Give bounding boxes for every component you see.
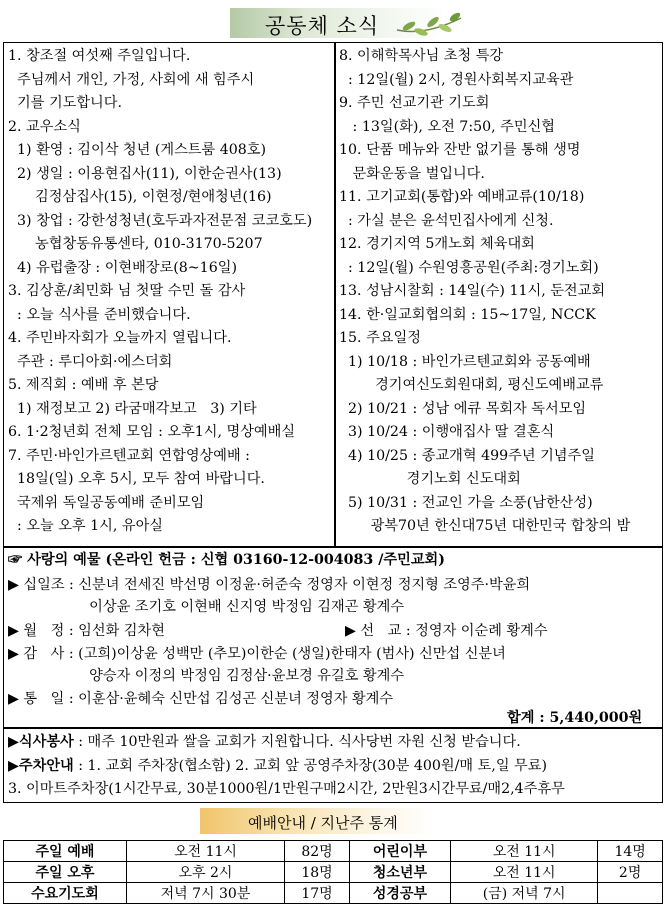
table-cell: 18명 (285, 862, 350, 883)
table-cell: 오후 2시 (126, 862, 284, 883)
left-news-line: 7. 주민·바인가르텐교회 연합영상예배 : (8, 447, 250, 464)
table-cell: 청소년부 (349, 862, 450, 883)
table-cell: 오전 11시 (451, 841, 598, 862)
left-news-line: 2) 생일 : 이용현집사(11), 이한순권사(13) (8, 165, 282, 182)
left-news-line: 1) 재정보고 2) 라굼매각보고 3) 기타 (8, 400, 257, 417)
left-news-line: 4) 유럽출장 : 이현배장로(8~16일) (8, 259, 237, 276)
news-box (3, 42, 663, 803)
left-news-line: 6. 1·2청년회 전체 모임 : 오후1시, 명상예배실 (8, 424, 296, 440)
stats-heading: 예배안내 / 지난주 통계 (248, 814, 398, 832)
table-cell: 어린이부 (349, 841, 450, 862)
notice-divider (4, 727, 662, 729)
offering-line: ▶ 십일조 : 신분녀 전세진 박선명 이정윤·허준숙 정영자 이현정 정지형 조영주·박윤희 (8, 577, 531, 593)
table-cell: 82명 (285, 841, 350, 862)
left-news-line: 3) 창업 : 강한성청년(호두과자전문점 코코호도) (8, 212, 313, 229)
table-row (4, 862, 663, 883)
leaf-decoration-icon (395, 8, 465, 38)
left-news-line: 기를 기도합니다. (8, 95, 122, 111)
table-row (4, 883, 663, 904)
right-news-line: 경기노회 신도대회 (339, 471, 521, 487)
left-news-line: 2. 교우소식 (8, 118, 81, 135)
page-header (0, 4, 666, 44)
right-news-line: 9. 주민 선교기관 기도회 (339, 95, 490, 111)
left-news-line: 4. 주민바자회가 오늘까지 열립니다. (8, 330, 232, 346)
right-news-line: 2) 10/21 : 성남 에큐 목회자 독서모임 (339, 400, 587, 417)
table-row (4, 841, 663, 862)
right-news-line: : 12일(월) 수원영흥공원(주최:경기노회) (339, 259, 599, 276)
parking-notice-label: ▶주차안내 (8, 758, 74, 774)
right-news-line: 경기여신도회원대회, 평신도예배교류 (339, 377, 604, 393)
right-news-line: 광복70년 한신대75년 대한민국 합창의 밤 (339, 518, 631, 534)
table-cell: (금) 저녁 7시 (451, 883, 598, 904)
left-news-line: 18일(일) 오후 5시, 모두 참여 바랍니다. (8, 471, 265, 487)
page-title: 공동체 소식 (265, 14, 380, 38)
left-news-line: 1. 창조절 여섯째 주일입니다. (8, 48, 191, 64)
right-news-line: 8. 이해학목사님 초청 특강 (339, 48, 504, 64)
right-news-line: 1) 10/18 : 바인가르텐교회와 공동예배 (339, 353, 591, 370)
right-news-line: 5) 10/31 : 전교인 가을 소풍(남한산성) (339, 494, 593, 511)
meal-notice-text: : 매주 10만원과 쌀을 교회가 지원합니다. 식사당번 자원 신청 받습니다. (73, 734, 521, 750)
offering-line: 양승자 이정의 박정임 김정삼·윤보경 유길호 황계수 (8, 668, 405, 684)
table-cell: 성경공부 (349, 883, 450, 904)
offering-line: ▶ 월 정 : 임선화 김차현 (8, 623, 165, 639)
right-news-line: 3) 10/24 : 이행애집사 딸 결혼식 (339, 424, 555, 440)
meal-notice-label: ▶식사봉사 (8, 734, 74, 750)
offering-total: 합계 : 5,440,000원 (507, 710, 643, 726)
right-news-line: : 가실 분은 윤석민집사에게 신청. (339, 212, 554, 229)
offering-line: ▶ 감 사 : (고희)이상윤 성백만 (추모)이한순 (생일)한태자 (범사) 신만섭 신분녀 (8, 646, 506, 662)
table-cell (598, 883, 663, 904)
offering-divider (4, 546, 662, 548)
right-news-line: : 12일(월) 2시, 경원사회복지교육관 (339, 71, 574, 88)
left-news-line: 1) 환영 : 김이삭 청년 (게스트룸 408호) (8, 142, 267, 158)
offering-line: ▶ 선 교 : 정영자 이순례 황계수 (345, 623, 548, 639)
table-cell: 수요기도회 (4, 883, 127, 904)
right-news-line: 10. 단품 메뉴와 잔반 없기를 통해 생명 (339, 142, 581, 158)
offering-heading: ☞ 사랑의 예물 (온라인 헌금 : 신협 03160-12-004083 /주민교회) (8, 552, 445, 568)
right-news-line: 14. 한·일교회협의회 : 15~17일, NCCK (339, 306, 596, 323)
left-news-line: 김정삼집사(15), 이현정/현애청년(16) (8, 189, 272, 205)
left-news-line: 주님께서 개인, 가정, 사회에 새 힘주시 (8, 71, 255, 88)
worship-stats-table (3, 840, 663, 904)
left-news-line: 농협창동유통센타, 010-3170-5207 (8, 236, 263, 252)
table-cell: 주일 오후 (4, 862, 127, 883)
table-cell: 17명 (285, 883, 350, 904)
table-cell: 2명 (598, 862, 663, 883)
right-news-line: 12. 경기지역 5개노회 체육대회 (339, 236, 535, 252)
right-news-line: 15. 주요일정 (339, 330, 421, 346)
left-news-line: 3. 김상훈/최민화 님 첫딸 수민 돌 감사 (8, 283, 246, 299)
right-news-line: : 13일(화), 오전 7:50, 주민신협 (339, 118, 555, 135)
table-cell: 오전 11시 (126, 841, 284, 862)
right-news-line: 11. 고기교회(통합)와 예배교류(10/18) (339, 189, 585, 205)
offering-line: 이상윤 조기호 이현배 신지영 박정임 김재곤 황계수 (8, 599, 405, 615)
parking-notice-text: : 1. 교회 주차장(협소함) 2. 교회 앞 공영주차장(30분 400원/매 토,일 무료) (73, 758, 547, 774)
right-news-line: 4) 10/25 : 종교개혁 499주년 기념주일 (339, 447, 595, 464)
offering-line: ▶ 통 일 : 이훈삼·윤혜숙 신만섭 김성곤 신분녀 정영자 황계수 (8, 691, 394, 707)
right-news-line: 13. 성남시찰회 : 14일(수) 11시, 둔전교회 (339, 283, 606, 299)
left-news-line: : 오늘 식사를 준비했습니다. (8, 306, 191, 323)
right-news-line: 문화운동을 벌입니다. (339, 165, 485, 182)
table-cell: 주일 예배 (4, 841, 127, 862)
parking-notice-extra: 3. 이마트주차장(1시간무료, 30분1000원/1만원구매2시간, 2만원3시간무료/매2,4주휴무 (8, 781, 565, 797)
left-news-line: : 오늘 오후 1시, 유아실 (8, 518, 164, 534)
table-cell: 저녁 7시 30분 (126, 883, 284, 904)
left-news-line: 5. 제직회 : 예배 후 본당 (8, 377, 159, 393)
left-news-line: 국제위 독일공동예배 준비모임 (8, 494, 205, 511)
meal-notice (8, 733, 521, 751)
column-divider (334, 43, 336, 547)
table-cell: 오전 11시 (451, 862, 598, 883)
parking-notice (8, 757, 547, 775)
left-news-line: 주관 : 루디아회·에스더회 (8, 353, 173, 370)
table-cell: 14명 (598, 841, 663, 862)
